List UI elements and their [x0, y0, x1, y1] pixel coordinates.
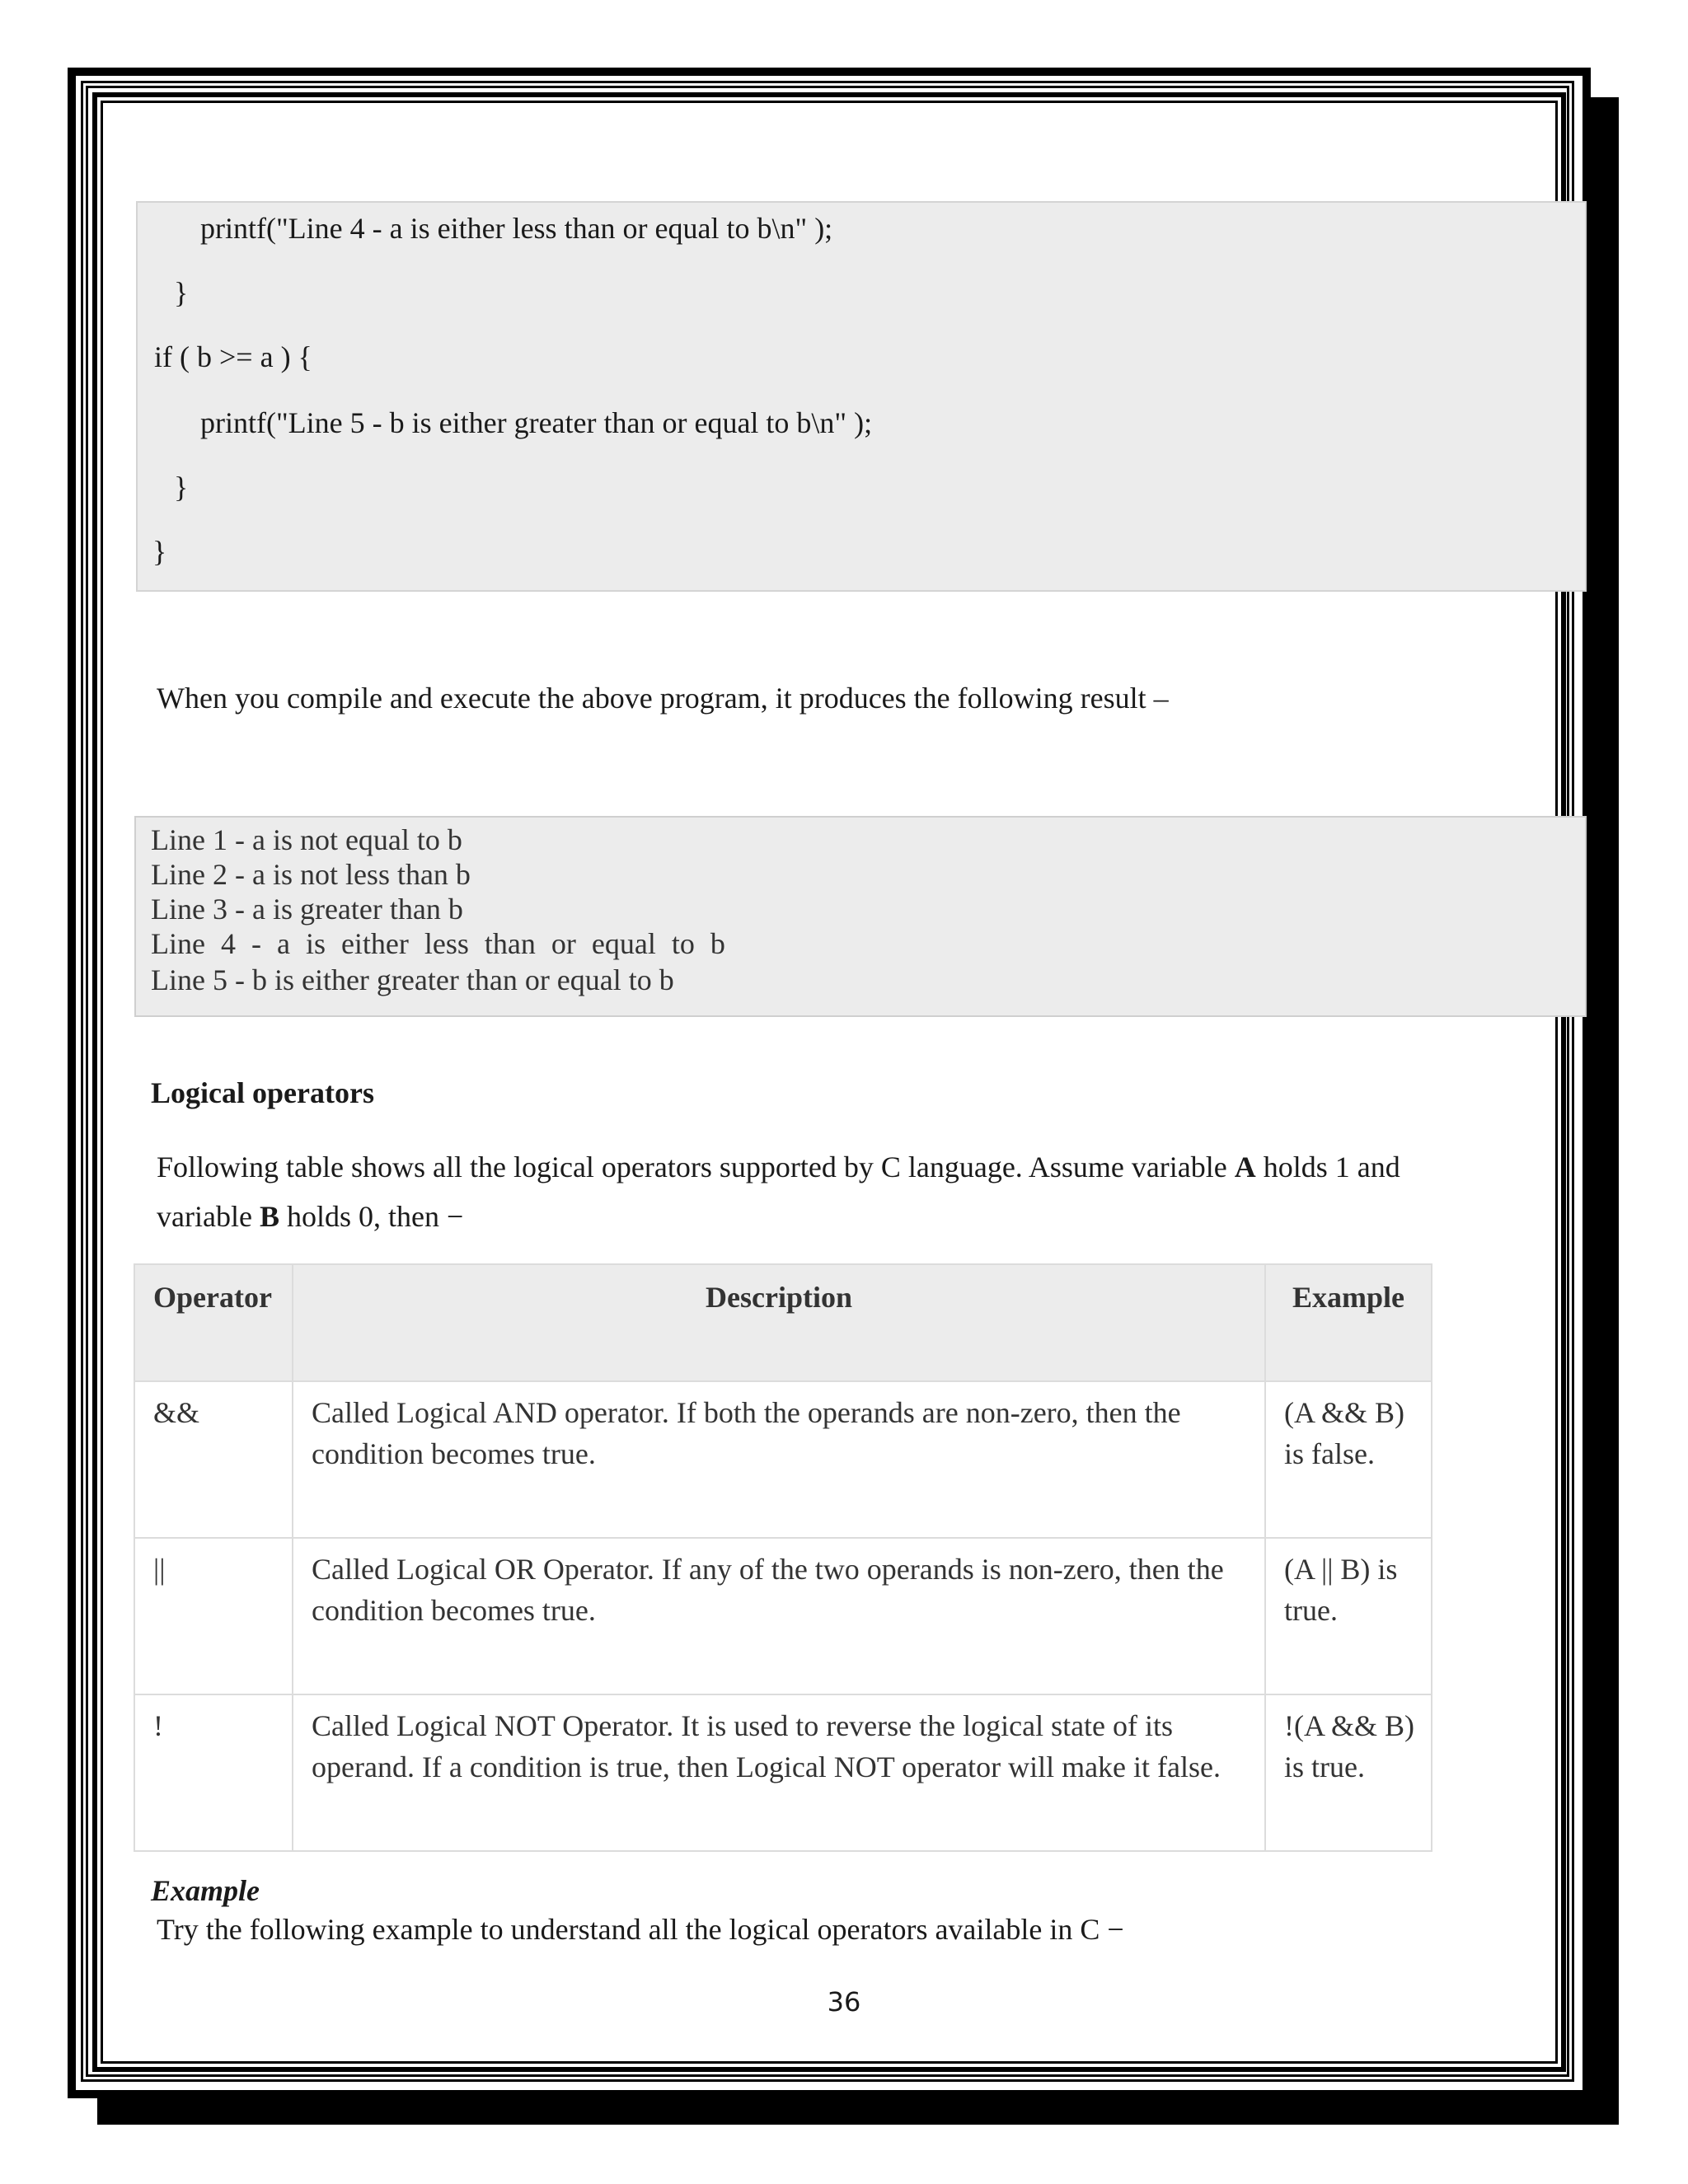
description-cell: Called Logical NOT Operator. It is used to reverse the logical state of its operand. If a condition is true, then Logical NOT operator will make it false.	[293, 1694, 1265, 1851]
logical-operators-table	[134, 1263, 1432, 1852]
result-intro-text: When you compile and execute the above program, it produces the following result –	[157, 682, 1169, 715]
example-heading: Example	[151, 1874, 260, 1907]
code-line: printf("Line 5 - b is either greater than or equal to b\n" );	[200, 406, 873, 439]
operator-cell: &&	[134, 1381, 293, 1538]
column-header-description: Description	[293, 1264, 1265, 1381]
code-line: }	[174, 471, 189, 504]
output-line: Line 3 - a is greater than b	[151, 893, 463, 926]
code-block	[136, 201, 1587, 592]
output-line: Line 5 - b is either greater than or equal to b	[151, 963, 674, 996]
description-cell: Called Logical OR Operator. If any of the two operands is non-zero, then the condition becomes true.	[293, 1538, 1265, 1694]
example-intro-text: Try the following example to understand all the logical operators available in C −	[157, 1913, 1124, 1946]
variable-a: A	[1234, 1151, 1256, 1183]
output-line: Line 2 - a is not less than b	[151, 858, 471, 891]
description-text: variable	[157, 1200, 260, 1233]
code-line: if ( b >= a ) {	[154, 340, 312, 373]
output-line: Line 1 - a is not equal to b	[151, 823, 462, 856]
page-number: 36	[827, 1986, 861, 2018]
table-row	[134, 1381, 1432, 1538]
description-line-1	[157, 1150, 1400, 1184]
code-line: }	[152, 535, 167, 568]
table-row	[134, 1538, 1432, 1694]
column-header-example: Example	[1265, 1264, 1432, 1381]
program-output-block	[134, 816, 1587, 1017]
description-text: holds 1 and	[1255, 1151, 1400, 1183]
variable-b: B	[259, 1200, 279, 1233]
table-header-row	[134, 1264, 1432, 1381]
description-text: holds 0, then −	[279, 1200, 464, 1233]
example-cell: (A || B) is true.	[1265, 1538, 1432, 1694]
operator-cell: !	[134, 1694, 293, 1851]
section-heading: Logical operators	[151, 1076, 374, 1109]
code-line: }	[174, 276, 189, 309]
output-line: Line 4 - a is either less than or equal to b	[151, 927, 725, 960]
description-text: Following table shows all the logical operators supported by C language. Assume variable	[157, 1151, 1235, 1183]
description-cell: Called Logical AND operator. If both the operands are non-zero, then the condition becomes true.	[293, 1381, 1265, 1538]
operator-cell: ||	[134, 1538, 293, 1694]
column-header-operator: Operator	[134, 1264, 293, 1381]
example-cell: !(A && B) is true.	[1265, 1694, 1432, 1851]
table-row	[134, 1694, 1432, 1851]
description-line-2	[157, 1199, 463, 1234]
example-cell: (A && B) is false.	[1265, 1381, 1432, 1538]
code-line: printf("Line 4 - a is either less than or equal to b\n" );	[200, 212, 833, 245]
